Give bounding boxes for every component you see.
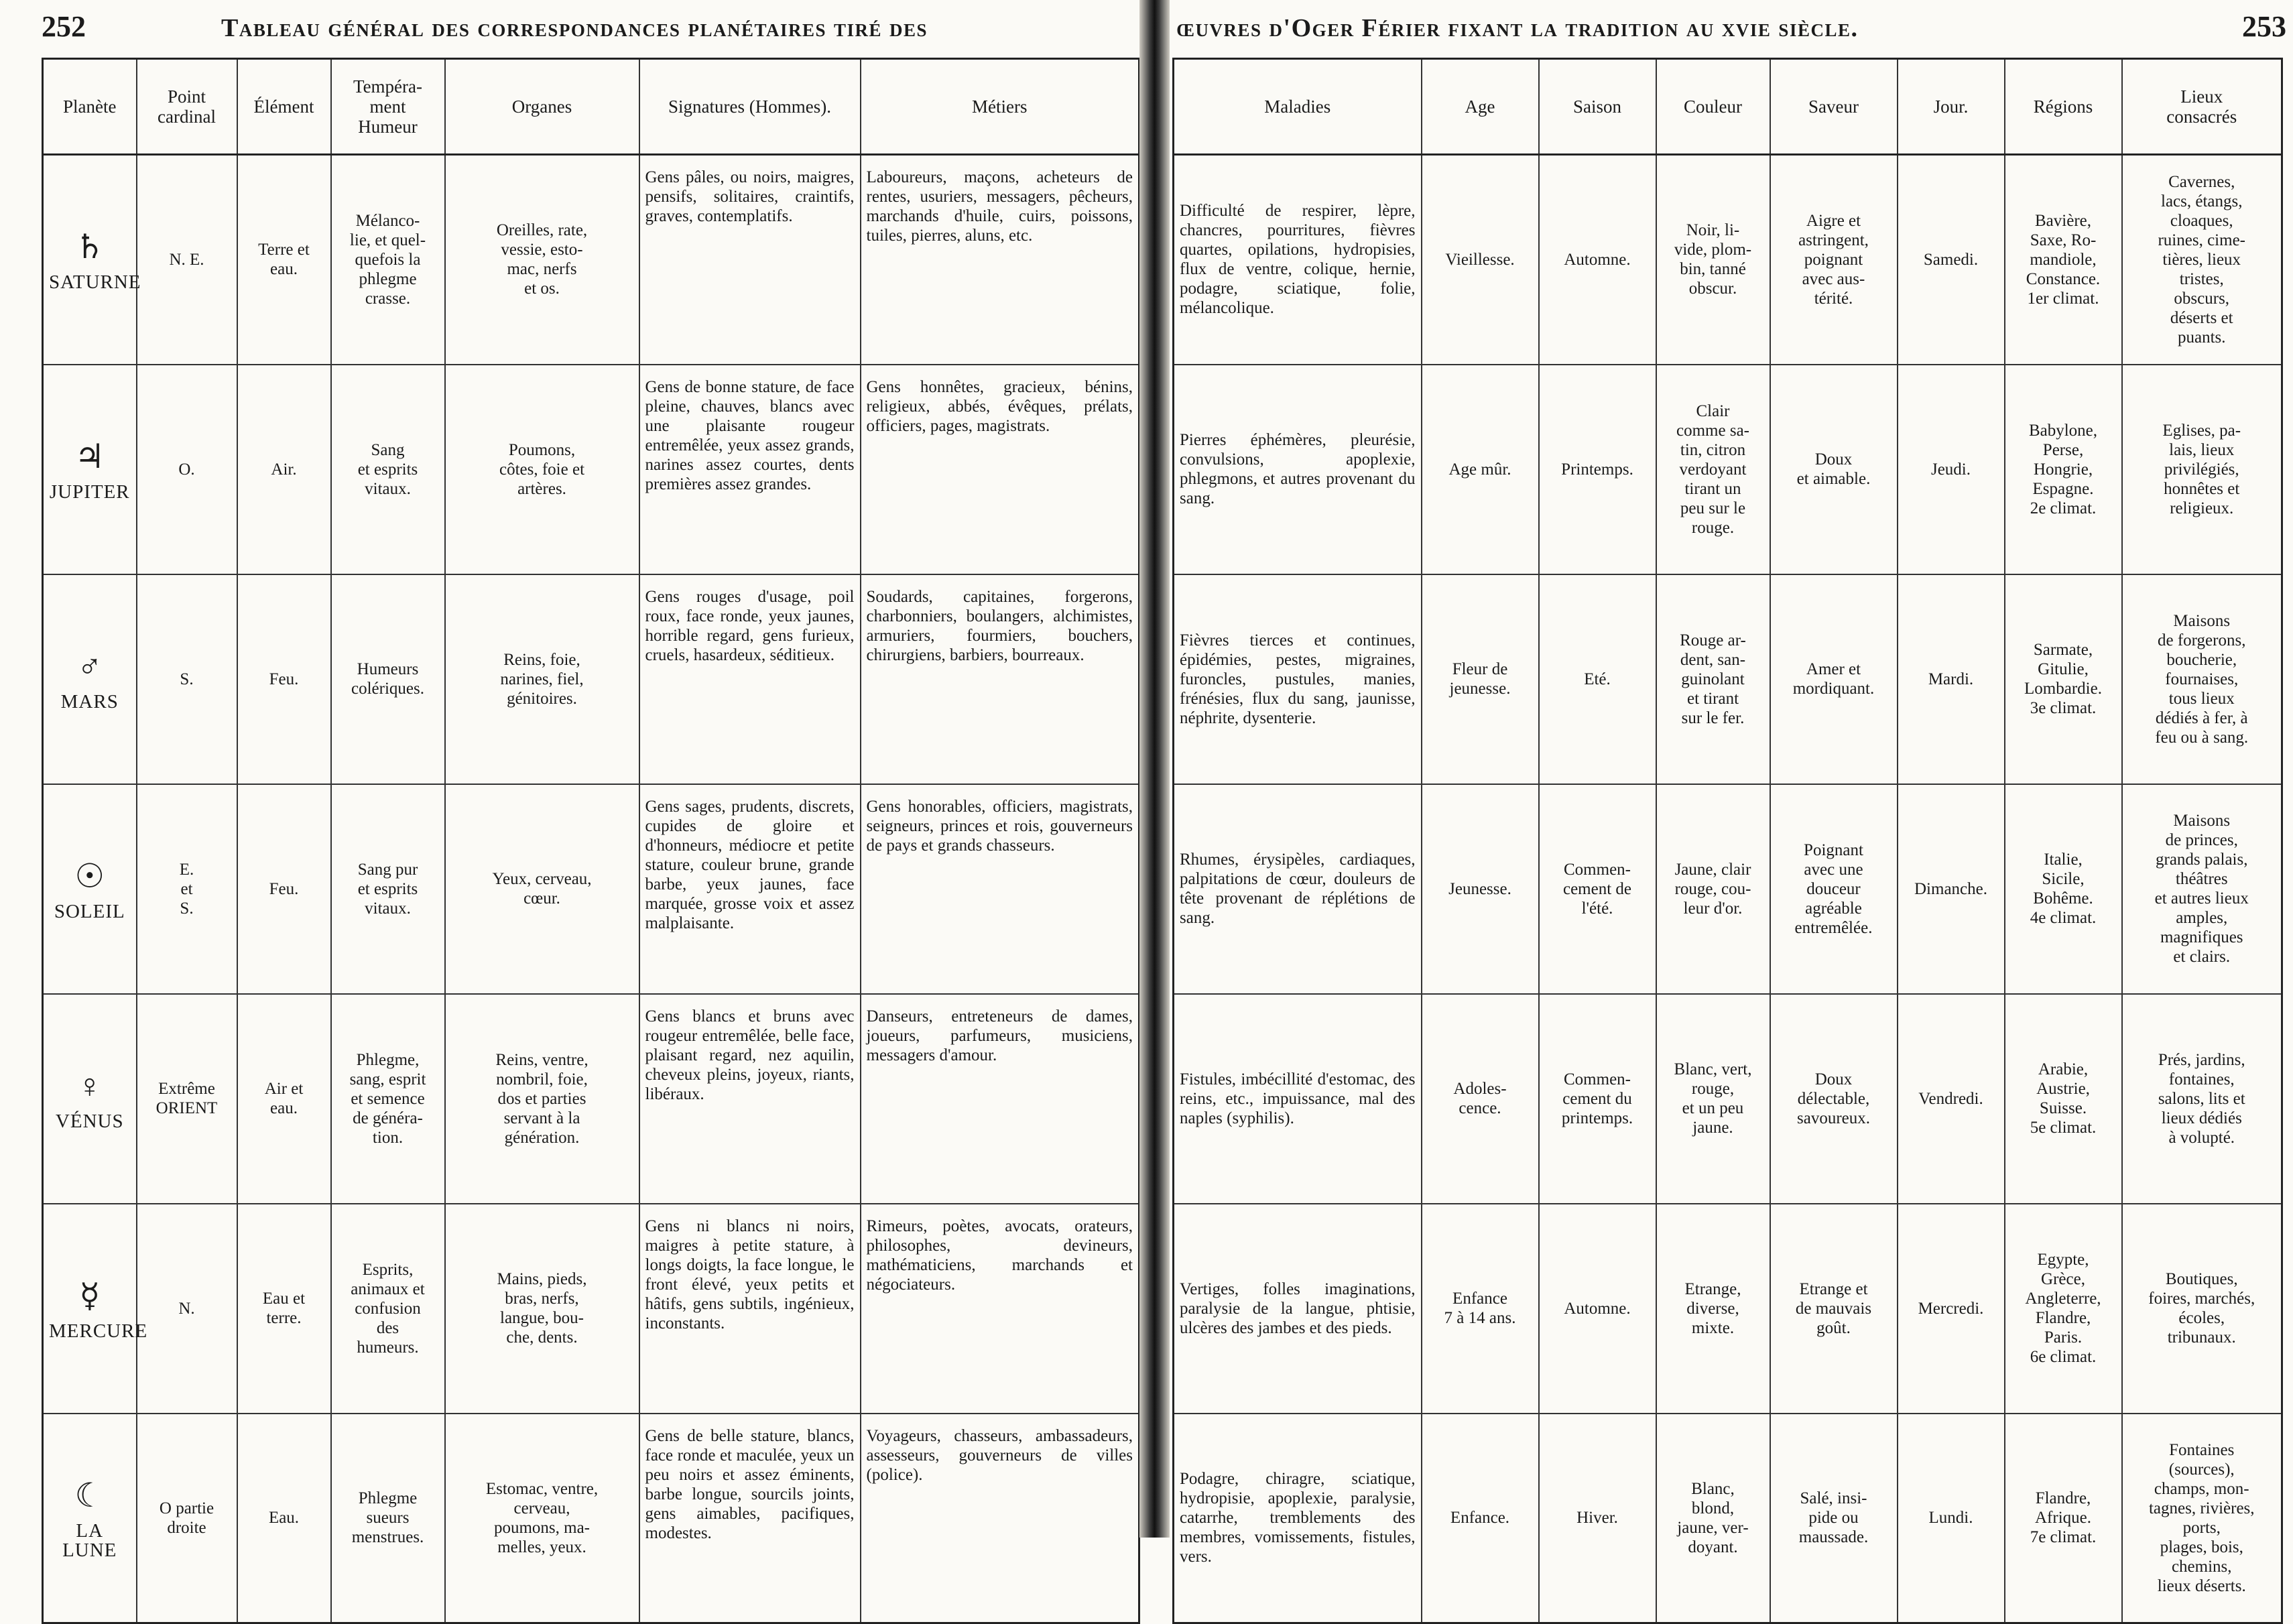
header-saison: Saison <box>1539 59 1656 155</box>
cell-saveur: Doux et aimable. <box>1770 365 1898 574</box>
header-point-cardinal: Point cardinal <box>137 59 237 155</box>
cell-couleur: Rouge ar- dent, san- guinolant et tirant sur le fer. <box>1656 574 1770 784</box>
cell-point-cardinal: Extrême ORIENT <box>137 994 237 1204</box>
left-correspondence-table <box>42 58 1140 1624</box>
table-row <box>43 574 1139 784</box>
cell-organes: Mains, pieds, bras, nerfs, langue, bou- che, dents. <box>445 1204 639 1414</box>
cell-saveur: Etrange et de mauvais goût. <box>1770 1204 1898 1414</box>
planet-symbol-icon: ♂ <box>77 647 103 685</box>
cell-temperament: Esprits, animaux et confusion des humeurs. <box>331 1204 445 1414</box>
cell-organes: Reins, ventre, nombril, foie, dos et parties servant à la génération. <box>445 994 639 1204</box>
table-row <box>1174 784 2282 994</box>
cell-point-cardinal: O. <box>137 365 237 574</box>
header-couleur: Couleur <box>1656 59 1770 155</box>
cell-signatures: Gens de bonne stature, de face pleine, chauves, blancs avec une plaisante rougeur entremêlée, yeux assez grands, narines assez courtes, dents premières assez grandes. <box>639 365 861 574</box>
cell-element: Terre et eau. <box>237 155 331 365</box>
left-running-head: Tableau général des correspondances planétaires tiré des <box>221 14 928 42</box>
cell-age: Enfance 7 à 14 ans. <box>1422 1204 1539 1414</box>
cell-saison: Printemps. <box>1539 365 1656 574</box>
cell-regions: Flandre, Afrique. 7e climat. <box>2005 1414 2122 1623</box>
cell-maladies: Difficulté de respirer, lèpre, chancres, pourritures, fièvres quartes, opilations, hydropisies, flux de ventre, colique, hernie, podagre, sciatique, folie, mélancolique. <box>1174 155 1422 365</box>
cell-lieux-consacres: Fontaines (sources), champs, mon- tagnes, rivières, ports, plages, bois, chemins, lieux déserts. <box>2122 1414 2282 1623</box>
cell-organes: Estomac, ventre, cerveau, poumons, ma- melles, yeux. <box>445 1414 639 1623</box>
cell-signatures: Gens blancs et bruns avec rougeur entremêlée, belle face, plaisant regard, nez aquilin, cheveux pleins, joyeux, riants, libéraux. <box>639 994 861 1204</box>
table-row <box>1174 994 2282 1204</box>
cell-lieux-consacres: Cavernes, lacs, étangs, cloaques, ruines, cime- tières, lieux tristes, obscurs, déserts et puants. <box>2122 155 2282 365</box>
cell-maladies: Pierres éphémères, pleurésie, convulsions, apoplexie, phlegmons, et autres provenant du sang. <box>1174 365 1422 574</box>
cell-age: Vieillesse. <box>1422 155 1539 365</box>
cell-signatures: Gens ni blancs ni noirs, maigres à petite stature, à longs doigts, la face longue, le front élevé, yeux petits et hâtifs, gens subtils, ingénieux, inconstants. <box>639 1204 861 1414</box>
cell-temperament: Sang et esprits vitaux. <box>331 365 445 574</box>
cell-couleur: Clair comme sa- tin, citron verdoyant tirant un peu sur le rouge. <box>1656 365 1770 574</box>
cell-element: Feu. <box>237 784 331 994</box>
cell-jour: Mardi. <box>1898 574 2005 784</box>
cell-planet <box>43 574 137 784</box>
cell-regions: Bavière, Saxe, Ro- mandiole, Constance. 1er climat. <box>2005 155 2122 365</box>
cell-metiers: Gens honnêtes, gracieux, bénins, religieux, abbés, évêques, prélats, officiers, pages, magistrats. <box>861 365 1139 574</box>
cell-planet <box>43 994 137 1204</box>
cell-signatures: Gens pâles, ou noirs, maigres, pensifs, solitaires, craintifs, graves, contemplatifs. <box>639 155 861 365</box>
table-row <box>1174 1204 2282 1414</box>
cell-temperament: Humeurs colériques. <box>331 574 445 784</box>
header-maladies: Maladies <box>1174 59 1422 155</box>
cell-jour: Mercredi. <box>1898 1204 2005 1414</box>
cell-saison: Commen- cement de l'été. <box>1539 784 1656 994</box>
cell-temperament: Phlegme, sang, esprit et semence de généra- tion. <box>331 994 445 1204</box>
header-metiers: Métiers <box>861 59 1139 155</box>
cell-lieux-consacres: Prés, jardins, fontaines, salons, lits et lieux dédiés à volupté. <box>2122 994 2282 1204</box>
cell-saveur: Poignant avec une douceur agréable entremêlée. <box>1770 784 1898 994</box>
cell-metiers: Gens honorables, officiers, magistrats, seigneurs, princes et rois, gouverneurs de pays et grands chasseurs. <box>861 784 1139 994</box>
right-correspondence-table <box>1172 58 2283 1624</box>
right-header-row <box>1174 59 2282 155</box>
cell-organes: Yeux, cerveau, cœur. <box>445 784 639 994</box>
header-saveur: Saveur <box>1770 59 1898 155</box>
cell-temperament: Mélanco- lie, et quel- quefois la phlegme crasse. <box>331 155 445 365</box>
cell-age: Adoles- cence. <box>1422 994 1539 1204</box>
cell-age: Fleur de jeunesse. <box>1422 574 1539 784</box>
header-element: Élément <box>237 59 331 155</box>
cell-signatures: Gens de belle stature, blancs, face ronde et maculée, yeux un peu noirs et assez éminents, barbe longue, sourcils joints, gens aimables, pacifiques, modestes. <box>639 1414 861 1623</box>
cell-metiers: Rimeurs, poètes, avocats, orateurs, philosophes, devineurs, mathématiciens, marchands et négociateurs. <box>861 1204 1139 1414</box>
cell-metiers: Danseurs, entreteneurs de dames, joueurs, parfumeurs, musiciens, messagers d'amour. <box>861 994 1139 1204</box>
cell-planet <box>43 155 141 365</box>
cell-maladies: Rhumes, érysipèles, cardiaques, palpitations de cœur, douleurs de tête provenant de réplétions de sang. <box>1174 784 1422 994</box>
table-row <box>1174 1414 2282 1623</box>
cell-maladies: Vertiges, folles imaginations, paralysie de la langue, phtisie, ulcères des jambes et des pieds. <box>1174 1204 1422 1414</box>
cell-couleur: Blanc, vert, rouge, et un peu jaune. <box>1656 994 1770 1204</box>
cell-saison: Automne. <box>1539 1204 1656 1414</box>
planet-name: VÉNUS <box>55 1110 124 1132</box>
cell-metiers: Soudards, capitaines, forgerons, charbonniers, boulangers, alchimistes, armuriers, fourmiers, bouchers, chirurgiens, barbiers, bourreaux. <box>861 574 1139 784</box>
cell-signatures: Gens sages, prudents, discrets, cupides de gloire et d'honneurs, médiocre et petite stature, couleur brune, grande barbe, yeux jaunes, face marquée, grosse voix et assez malplaisante. <box>639 784 861 994</box>
header-age: Age <box>1422 59 1539 155</box>
table-row <box>43 1414 1139 1623</box>
cell-metiers: Laboureurs, maçons, acheteurs de rentes, usuriers, messagers, pêcheurs, marchands d'huile, cuirs, poissons, tuiles, pierres, aluns, etc. <box>861 155 1139 365</box>
header-organes: Organes <box>445 59 639 155</box>
table-row <box>43 784 1139 994</box>
cell-couleur: Blanc, blond, jaune, ver- doyant. <box>1656 1414 1770 1623</box>
table-row <box>43 1204 1139 1414</box>
planet-symbol-icon: ☿ <box>79 1276 101 1314</box>
table-row <box>43 155 1139 365</box>
cell-maladies: Fièvres tierces et continues, épidémies, pestes, migraines, furoncles, pustules, manies, frénésies, flux du sang, jaunisse, néphrite, dysenterie. <box>1174 574 1422 784</box>
cell-saveur: Aigre et astringent, poignant avec aus- térité. <box>1770 155 1898 365</box>
cell-saison: Eté. <box>1539 574 1656 784</box>
cell-point-cardinal: N. E. <box>137 155 237 365</box>
header-temperament: Tempéra- ment Humeur <box>331 59 445 155</box>
cell-organes: Reins, foie, narines, fiel, génitoires. <box>445 574 639 784</box>
cell-organes: Poumons, côtes, foie et artères. <box>445 365 639 574</box>
planet-name: MERCURE <box>49 1320 148 1342</box>
planet-symbol-icon: ☾ <box>74 1476 105 1514</box>
cell-point-cardinal: O partie droite <box>137 1414 237 1623</box>
cell-organes: Oreilles, rate, vessie, esto- mac, nerfs et os. <box>445 155 639 365</box>
header-planete: Planète <box>43 59 137 155</box>
planet-symbol-icon: ☉ <box>74 857 105 895</box>
header-regions: Régions <box>2005 59 2122 155</box>
cell-saison: Hiver. <box>1539 1414 1656 1623</box>
planet-name: LA LUNE <box>62 1519 117 1561</box>
cell-regions: Italie, Sicile, Bohême. 4e climat. <box>2005 784 2122 994</box>
left-page <box>0 0 1139 1561</box>
cell-maladies: Fistules, imbécillité d'estomac, des reins, etc., impuissance, mal des naples (syphilis). <box>1174 994 1422 1204</box>
cell-point-cardinal: N. <box>137 1204 237 1414</box>
cell-point-cardinal: S. <box>137 574 237 784</box>
cell-planet <box>43 365 137 574</box>
cell-signatures: Gens rouges d'usage, poil roux, face ronde, yeux jaunes, horrible regard, gens furieux, cruels, hasardeux, séditieux. <box>639 574 861 784</box>
cell-point-cardinal: E. et S. <box>137 784 237 994</box>
cell-couleur: Jaune, clair rouge, cou- leur d'or. <box>1656 784 1770 994</box>
planet-symbol-icon: ♀ <box>77 1066 103 1105</box>
cell-temperament: Phlegme sueurs menstrues. <box>331 1414 445 1623</box>
cell-regions: Arabie, Austrie, Suisse. 5e climat. <box>2005 994 2122 1204</box>
table-row <box>1174 155 2282 365</box>
header-lieux-consacres: Lieux consacrés <box>2122 59 2282 155</box>
table-row <box>1174 574 2282 784</box>
planet-symbol-icon: ♄ <box>74 227 105 265</box>
right-running-head: œuvres d'Oger Férier fixant la tradition au xvie siècle. <box>1176 14 1859 42</box>
cell-element: Eau et terre. <box>237 1204 331 1414</box>
planet-name: JUPITER <box>49 481 130 503</box>
cell-metiers: Voyageurs, chasseurs, ambassadeurs, assesseurs, gouverneurs de villes (police). <box>861 1414 1139 1623</box>
cell-planet <box>43 784 137 994</box>
cell-planet <box>43 1204 148 1414</box>
cell-couleur: Etrange, diverse, mixte. <box>1656 1204 1770 1414</box>
book-gutter <box>1139 0 1170 1538</box>
left-header-row <box>43 59 1139 155</box>
planet-name: MARS <box>60 690 119 712</box>
cell-lieux-consacres: Eglises, pa- lais, lieux privilégiés, honnêtes et religieux. <box>2122 365 2282 574</box>
cell-jour: Vendredi. <box>1898 994 2005 1204</box>
header-signatures: Signatures (Hommes). <box>639 59 861 155</box>
cell-lieux-consacres: Maisons de princes, grands palais, théâtres et autres lieux amples, magnifiques et clairs. <box>2122 784 2282 994</box>
planet-symbol-icon: ♃ <box>74 437 105 475</box>
cell-lieux-consacres: Maisons de forgerons, boucherie, fournaises, tous lieux dédiés à fer, à feu ou à sang. <box>2122 574 2282 784</box>
header-jour: Jour. <box>1898 59 2005 155</box>
cell-age: Jeunesse. <box>1422 784 1539 994</box>
cell-age: Age mûr. <box>1422 365 1539 574</box>
planet-name: SATURNE <box>49 271 141 293</box>
left-page-number: 252 <box>42 10 86 43</box>
cell-lieux-consacres: Boutiques, foires, marchés, écoles, tribunaux. <box>2122 1204 2282 1414</box>
cell-saveur: Amer et mordiquant. <box>1770 574 1898 784</box>
planet-name: SOLEIL <box>54 900 125 922</box>
cell-jour: Jeudi. <box>1898 365 2005 574</box>
cell-jour: Dimanche. <box>1898 784 2005 994</box>
cell-age: Enfance. <box>1422 1414 1539 1623</box>
table-row <box>43 365 1139 574</box>
cell-saison: Automne. <box>1539 155 1656 365</box>
cell-regions: Egypte, Grèce, Angleterre, Flandre, Paris. 6e climat. <box>2005 1204 2122 1414</box>
cell-saveur: Doux délectable, savoureux. <box>1770 994 1898 1204</box>
cell-maladies: Podagre, chiragre, sciatique, hydropisie, apoplexie, paralysie, catarrhe, tremblements des membres, vomissements, fistules, vers. <box>1174 1414 1422 1623</box>
cell-element: Feu. <box>237 574 331 784</box>
cell-couleur: Noir, li- vide, plom- bin, tanné obscur. <box>1656 155 1770 365</box>
right-page <box>1170 0 2293 1595</box>
cell-saveur: Salé, insi- pide ou maussade. <box>1770 1414 1898 1623</box>
right-page-number: 253 <box>2242 10 2286 43</box>
cell-element: Air et eau. <box>237 994 331 1204</box>
cell-jour: Samedi. <box>1898 155 2005 365</box>
cell-element: Eau. <box>237 1414 331 1623</box>
cell-regions: Sarmate, Gitulie, Lombardie. 3e climat. <box>2005 574 2122 784</box>
cell-element: Air. <box>237 365 331 574</box>
cell-regions: Babylone, Perse, Hongrie, Espagne. 2e climat. <box>2005 365 2122 574</box>
cell-jour: Lundi. <box>1898 1414 2005 1623</box>
cell-saison: Commen- cement du printemps. <box>1539 994 1656 1204</box>
table-row <box>1174 365 2282 574</box>
cell-temperament: Sang pur et esprits vitaux. <box>331 784 445 994</box>
table-row <box>43 994 1139 1204</box>
cell-planet <box>43 1414 137 1623</box>
